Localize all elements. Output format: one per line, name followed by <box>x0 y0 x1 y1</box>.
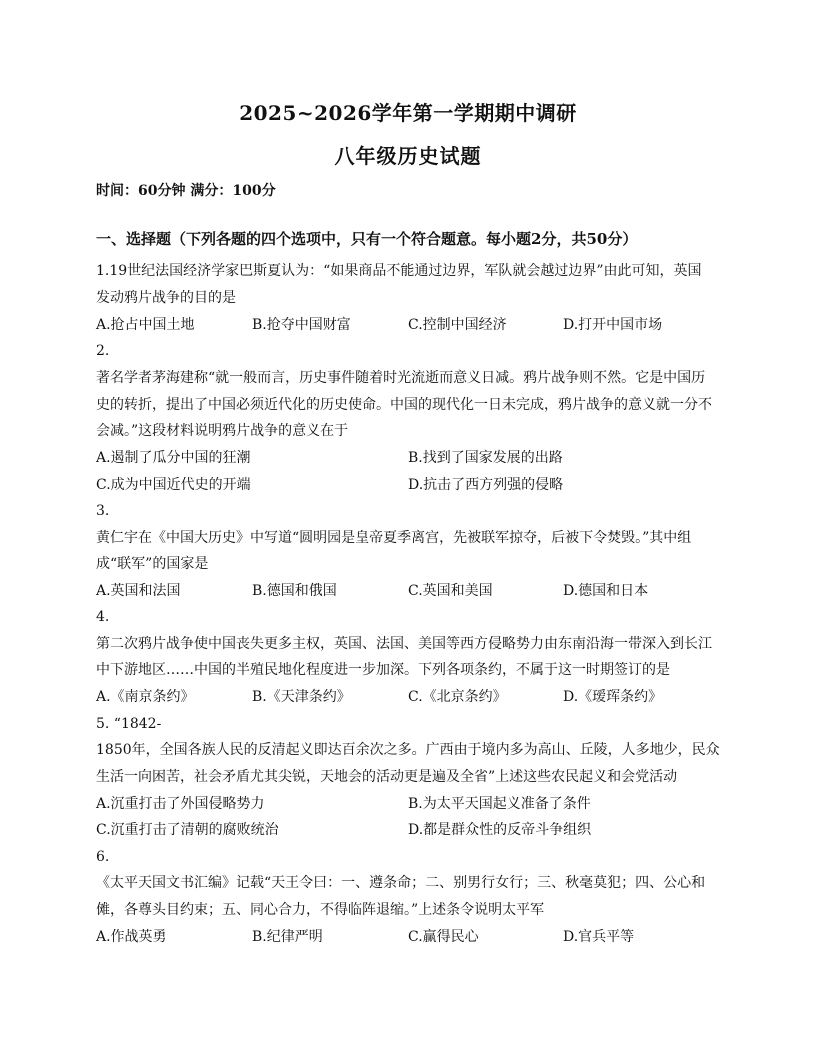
q4-option-d: D.《瑷珲条约》 <box>563 689 663 705</box>
q5-option-b: B.为太平天国起义准备了条件 <box>408 796 591 812</box>
q4-stem-line-1: 第二次鸦片战争使中国丧失更多主权，英国、法国、美国等西方侵略势力由东南沿海一带深入到长江 <box>96 636 712 652</box>
q1-stem-line-1: 1.19世纪法国经济学家巴斯夏认为：“如果商品不能通过边界，军队就会越过边界”由此可知，英国 <box>96 263 702 279</box>
q3-option-a: A.英国和法国 <box>96 583 181 599</box>
q6-option-d: D.官兵平等 <box>563 929 635 945</box>
q4-number: 4. <box>96 609 110 625</box>
q3-option-d: D.德国和日本 <box>563 583 649 599</box>
exam-title: 2025~2026学年第一学期期中调研 <box>239 101 577 125</box>
q6-stem-line-2: 傩，各尊头目约束；五、同心合力，不得临阵退缩。”上述条令说明太平军 <box>96 902 545 918</box>
q2-stem-line-1: 著名学者茅海建称“就一般而言，历史事件随着时光流逝而意义日减。鸦片战争则不然。它是中国历 <box>96 370 706 386</box>
q4-option-c: C.《北京条约》 <box>408 689 507 705</box>
q5-stem-line-3: 生活一向困苦，社会矛盾尤其尖锐，天地会的活动更是遍及全省”上述这些农民起义和会党活动 <box>96 769 678 785</box>
q5-stem-line-1: 5. “1842- <box>96 716 162 732</box>
q2-option-d: D.抗击了西方列强的侵略 <box>408 477 564 493</box>
q1-option-c: C.控制中国经济 <box>408 317 507 333</box>
q2-option-c: C.成为中国近代史的开端 <box>96 477 251 493</box>
q2-option-a: A.遏制了瓜分中国的狂潮 <box>96 450 251 466</box>
q6-stem-line-1: 《太平天国文书汇编》记载“天王令曰：一、遵条命；二、别男行女行；三、秋毫莫犯；四、公心和 <box>96 875 706 891</box>
q2-number: 2. <box>96 343 110 359</box>
time-and-score-line: 时间：60分钟 满分：100分 <box>96 183 276 199</box>
q5-option-c: C.沉重打击了清朝的腐败统治 <box>96 822 279 838</box>
q1-option-a: A.抢占中国土地 <box>96 317 195 333</box>
q1-option-b: B.抢夺中国财富 <box>252 317 351 333</box>
q4-option-a: A.《南京条约》 <box>96 689 195 705</box>
q3-stem-line-2: 成“联军”的国家是 <box>96 556 209 572</box>
q2-option-b: B.找到了国家发展的出路 <box>408 450 563 466</box>
q2-stem-line-2: 史的转折，提出了中国必须近代化的历史使命。中国的现代化一日未完成，鸦片战争的意义就一分不 <box>96 397 712 413</box>
q6-option-b: B.纪律严明 <box>252 929 323 945</box>
q4-option-b: B.《天津条约》 <box>252 689 351 705</box>
q3-stem-line-1: 黄仁宇在《中国大历史》中写道“圆明园是皇帝夏季离宫，先被联军掠夺，后被下令焚毁。”其中组 <box>96 530 692 546</box>
section-title: 一、选择题（下列各题的四个选项中，只有一个符合题意。每小题2分，共50分） <box>96 230 638 248</box>
q5-option-d: D.都是群众性的反帝斗争组织 <box>408 822 592 838</box>
q6-option-c: C.赢得民心 <box>408 929 479 945</box>
q3-number: 3. <box>96 503 110 519</box>
exam-subtitle: 八年级历史试题 <box>334 144 482 168</box>
q6-option-a: A.作战英勇 <box>96 929 167 945</box>
q4-stem-line-2: 中下游地区……中国的半殖民地化程度进一步加深。下列各项条约，不属于这一时期签订的是 <box>96 662 670 678</box>
q5-option-a: A.沉重打击了外国侵略势力 <box>96 796 265 812</box>
q3-option-b: B.德国和俄国 <box>252 583 337 599</box>
q6-number: 6. <box>96 849 110 865</box>
q1-stem-line-2: 发动鸦片战争的目的是 <box>96 290 236 306</box>
q5-stem-line-2: 1850年，全国各族人民的反清起义即达百余次之多。广西由于境内多为高山、丘陵，人多地少，民众 <box>96 742 720 758</box>
q3-option-c: C.英国和美国 <box>408 583 493 599</box>
q2-stem-line-3: 会减。”这段材料说明鸦片战争的意义在于 <box>96 423 349 439</box>
q1-option-d: D.打开中国市场 <box>563 317 663 333</box>
